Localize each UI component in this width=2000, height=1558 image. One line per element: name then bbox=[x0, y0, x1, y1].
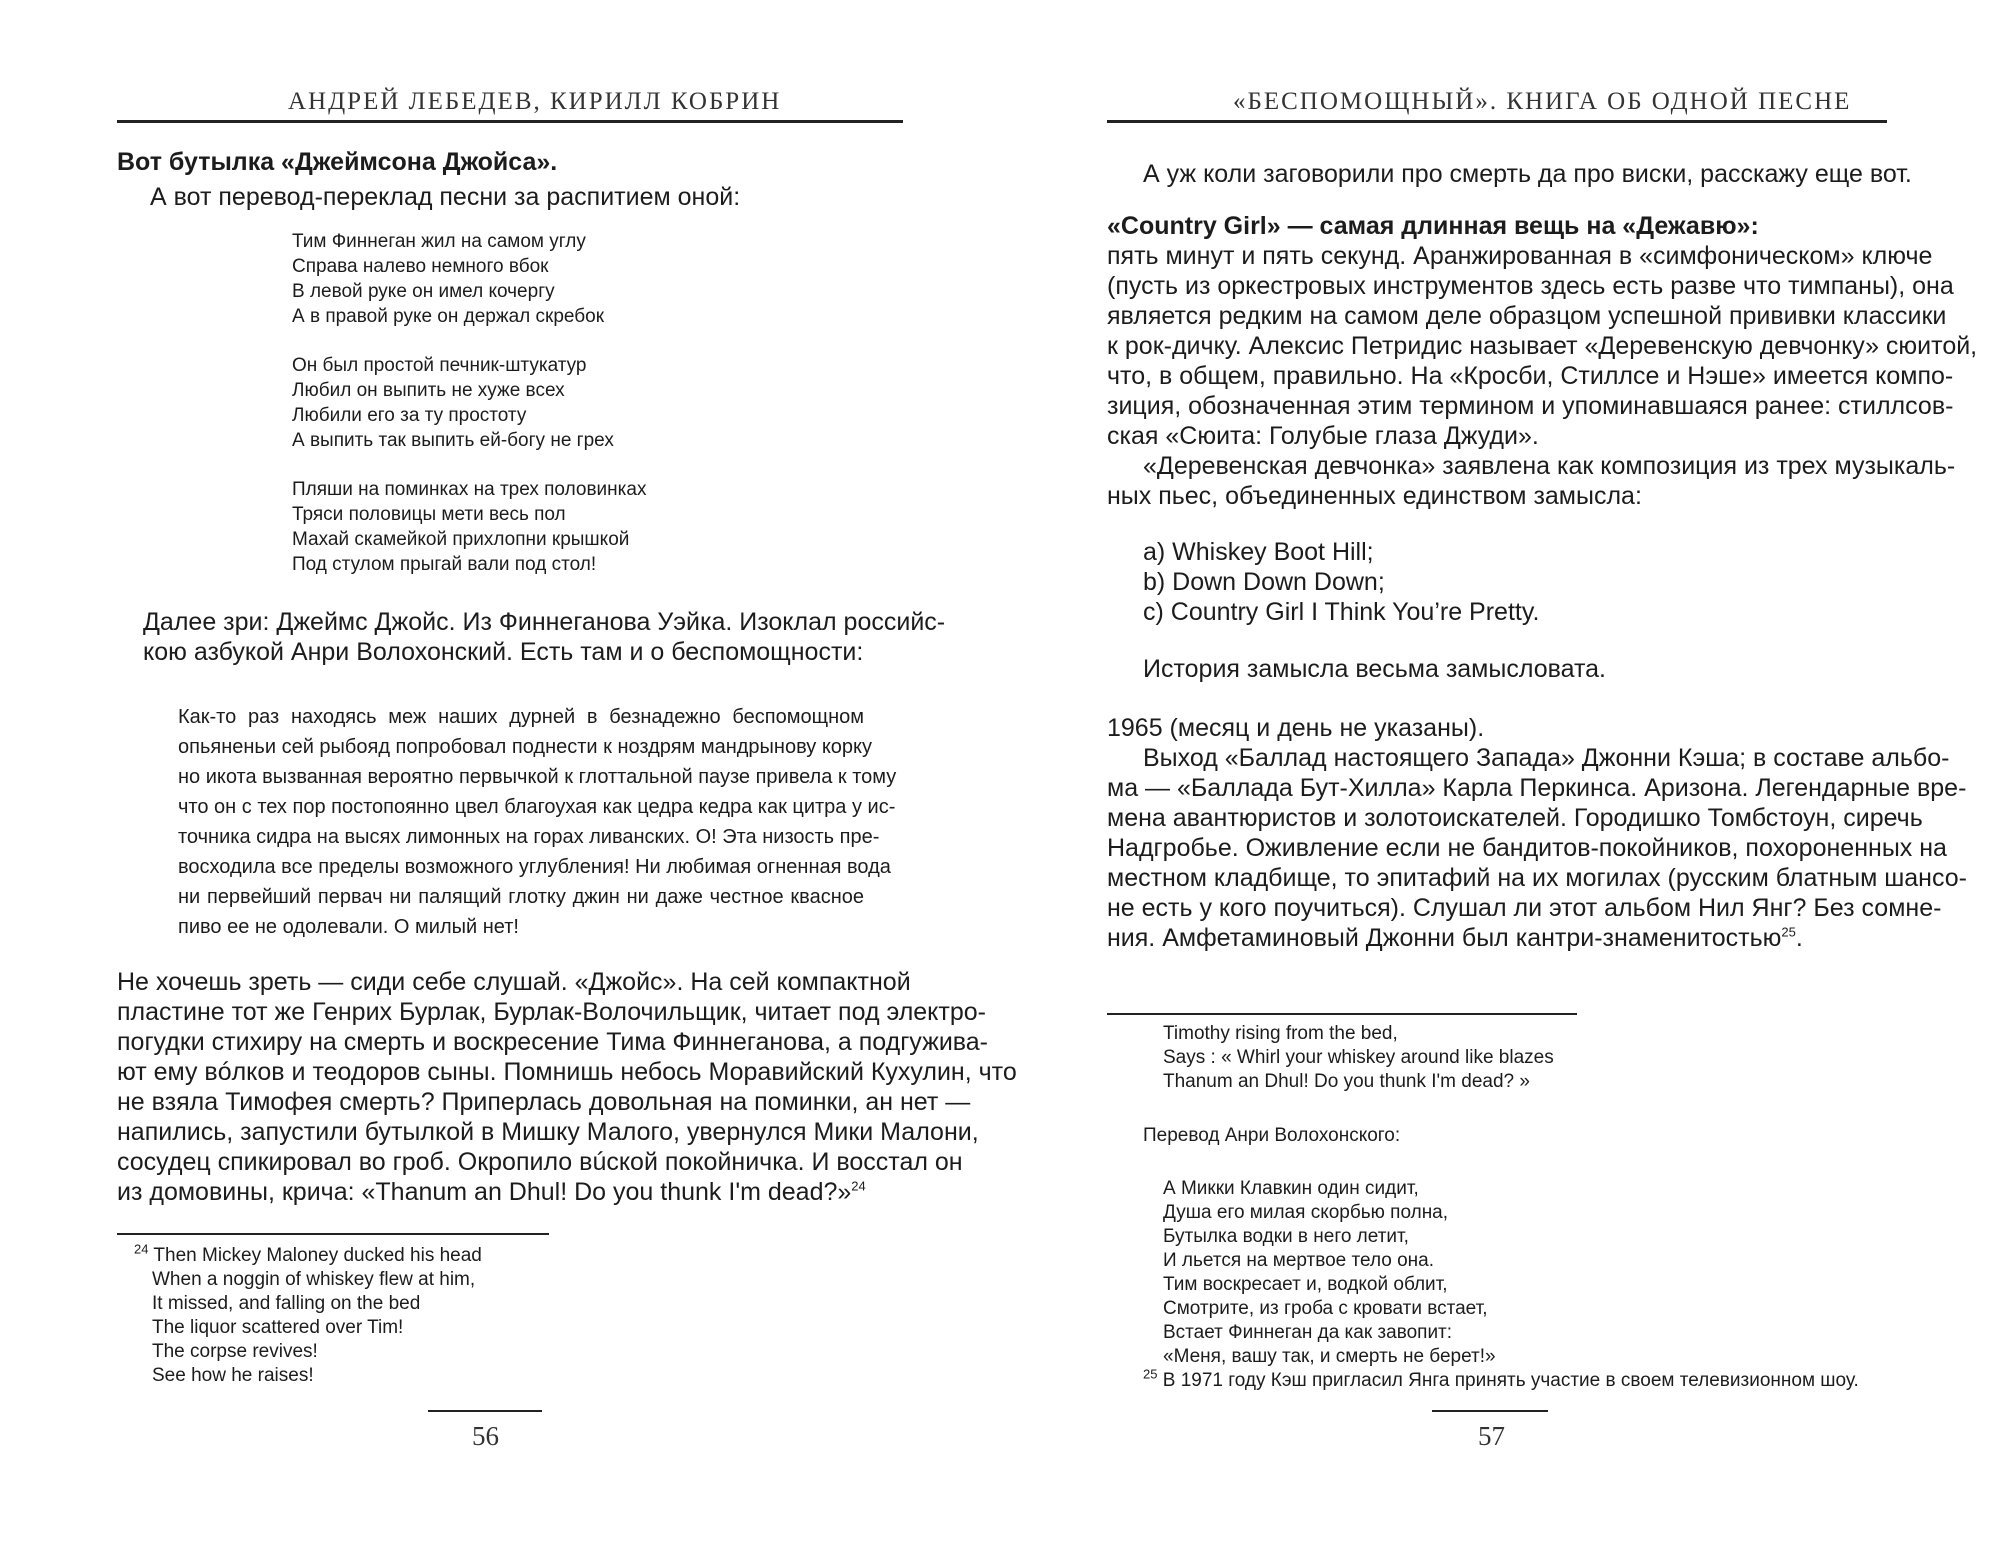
text-line: Выход «Баллад настоящего Запада» Джонни Кэша; в составе альбо- bbox=[1143, 744, 1950, 772]
quote-line: опьяненьи сей рыбояд попробовал поднести к ноздрям мандрынову корку bbox=[178, 736, 873, 758]
footnote-line: Then Mickey Maloney ducked his head bbox=[153, 1245, 482, 1266]
quote-line: точника сидра на высях лимонных на горах ливанских. О! Эта низость пре- bbox=[178, 826, 880, 848]
page-number-rule-left bbox=[428, 1410, 542, 1412]
footnote-rule-left bbox=[117, 1233, 549, 1235]
page-number-right: 57 bbox=[1478, 1421, 1505, 1451]
text-line: ют ему вóлков и теодоров сыны. Помнишь небось Моравийский Кухулин, что bbox=[117, 1058, 1017, 1086]
header-rule-right bbox=[1107, 120, 1887, 123]
paragraph-joyce-cd bbox=[117, 967, 1017, 1207]
page-number-left: 56 bbox=[472, 1421, 499, 1451]
footnote-line: When a noggin of whiskey flew at him, bbox=[152, 1269, 476, 1290]
text-line: является редким на самом деле образцом успешной прививки классики bbox=[1107, 302, 1947, 330]
text-line: (пусть из оркестровых инструментов здесь есть разве что тимпаны), она bbox=[1107, 272, 1954, 300]
text-line: ния. Амфетаминовый Джонни был кантри-знаменитостью$^{25}$. bbox=[1107, 924, 1803, 952]
poem-line: Любил он выпить не хуже всех bbox=[292, 380, 565, 401]
heading-bottle: Вот бутылка «Джеймсона Джойса». bbox=[117, 148, 558, 176]
footnote-line: The liquor scattered over Tim! bbox=[152, 1317, 404, 1338]
footnote-line: «Меня, вашу так, и смерть не берет!» bbox=[1163, 1346, 1496, 1367]
text-line: что, в общем, правильно. На «Кросби, Стиллсе и Нэше» имеется компо- bbox=[1107, 362, 1954, 390]
running-head-left: АНДРЕЙ ЛЕБЕДЕВ, КИРИЛЛ КОБРИН bbox=[288, 88, 782, 115]
paragraph-three-pieces bbox=[1107, 451, 1956, 511]
footnote-translator: Перевод Анри Волохонского: bbox=[1143, 1125, 1401, 1146]
paragraph-country-girl bbox=[1107, 241, 1978, 451]
footnote-line: Смотрите, из гроба с кровати встает, bbox=[1163, 1298, 1488, 1319]
poem-line: Тряси половицы мети весь пол bbox=[292, 504, 566, 525]
footnote-24 bbox=[134, 1241, 482, 1388]
quote-line: пиво ее не одолевали. О милый нет! bbox=[178, 916, 519, 938]
text-line: Надгробье. Оживление если не бандитов-покойников, похороненных на bbox=[1107, 834, 1947, 862]
text-line: ма — «Баллада Бут-Хилла» Карла Перкинса. Аризона. Легендарные вре- bbox=[1107, 774, 1967, 802]
text-line: пластине тот же Генрих Бурлак, Бурлак-Волочильщик, читает под электро- bbox=[117, 998, 986, 1026]
poem-line: Тим Финнеган жил на самом углу bbox=[292, 231, 586, 252]
footnote-line: И льется на мертвое тело она. bbox=[1163, 1250, 1435, 1271]
footnote-line: Тим воскресает и, водкой облит, bbox=[1163, 1274, 1448, 1295]
paragraph-history: История замысла весьма замысловата. bbox=[1143, 655, 1606, 683]
text-line: местном кладбище, то эпитафий на их могилах (русским блатным шансо- bbox=[1107, 864, 1967, 892]
poem-line: Махай скамейкой прихлопни крышкой bbox=[292, 529, 630, 550]
poem-line: А выпить так выпить ей-богу не грех bbox=[292, 430, 614, 451]
paragraph-cash bbox=[1107, 743, 1967, 953]
list-item: b) Down Down Down; bbox=[1143, 568, 1385, 596]
poem-line: Он был простой печник-штукатур bbox=[292, 355, 587, 376]
right-page bbox=[1000, 0, 2000, 1558]
footnote-ref-25[interactable]: 25 bbox=[1781, 924, 1796, 940]
list-item: а) Whiskey Boot Hill; bbox=[1143, 538, 1374, 566]
footnote-line: The corpse revives! bbox=[152, 1341, 318, 1362]
piece-list bbox=[1143, 537, 1539, 627]
text-line bbox=[117, 1177, 903, 1207]
text-line: ская «Сюита: Голубые глаза Джуди». bbox=[1107, 422, 1539, 450]
quote-line: восходила все пределы возможного углубления! Ни любимая огненная вода bbox=[178, 856, 891, 878]
text-line: «Деревенская девчонка» заявлена как композиция из трех музыкаль- bbox=[1143, 452, 1956, 480]
poem-line: Под стулом прыгай вали под стол! bbox=[292, 554, 597, 575]
poem-line: Любили его за ту простоту bbox=[292, 405, 527, 426]
footnote-line: Says : « Whirl your whiskey around like blazes bbox=[1163, 1047, 1554, 1068]
paragraph-finnegans bbox=[143, 607, 946, 667]
footnote-line: Бутылка водки в него летит, bbox=[1163, 1226, 1409, 1247]
text-line: не есть у кого поучиться). Слушал ли этот альбом Нил Янг? Без сомне- bbox=[1107, 894, 1942, 922]
footnote-line: Душа его милая скорбью полна, bbox=[1163, 1202, 1449, 1223]
text-line-last: из домовины, крича: «Thanum an Dhul! Do you thunk I'm dead?» bbox=[117, 1178, 852, 1206]
text-line: Далее зри: Джеймс Джойс. Из Финнеганова Уэйка. Изоклал российс- bbox=[143, 608, 946, 636]
text-line: напились, запустили бутылкой в Мишку Малого, увернулся Мики Малони, bbox=[117, 1118, 979, 1146]
footnote-text: В 1971 году Кэш пригласил Янга принять участие в своем телевизионном шоу. bbox=[1162, 1370, 1859, 1391]
footnote-rule-right bbox=[1107, 1013, 1577, 1015]
footnote-english bbox=[1163, 1022, 1554, 1094]
text-line: ных пьес, объединенных единством замысла: bbox=[1107, 482, 1642, 510]
text-line: сосудец спикировал во гроб. Окропило вúской покойничка. И восстал он bbox=[117, 1148, 963, 1176]
quote-line: что он с тех пор постопоянно цвел благоухая как цедра кедра как цитра у ис- bbox=[178, 796, 896, 818]
footnote-line: See how he raises! bbox=[152, 1365, 314, 1386]
running-head-right: «БЕСПОМОЩНЫЙ». КНИГА ОБ ОДНОЙ ПЕСНЕ bbox=[1233, 88, 1852, 115]
footnote-25 bbox=[1143, 1366, 1859, 1393]
list-item: c) Country Girl I Think You’re Pretty. bbox=[1143, 598, 1540, 626]
text-line: Не хочешь зреть — сиди себе слушай. «Джойс». На сей компактной bbox=[117, 968, 911, 996]
text-line: пять минут и пять секунд. Аранжированная в «симфоническом» ключе bbox=[1107, 242, 1933, 270]
heading-country-girl: «Country Girl» — самая длинная вещь на «Дежавю»: bbox=[1107, 212, 1759, 240]
page-number-rule-right bbox=[1432, 1410, 1548, 1412]
footnote-ref-24[interactable]: 24 bbox=[851, 1178, 866, 1194]
footnote-line: А Микки Клавкин один сидит, bbox=[1163, 1178, 1419, 1199]
paragraph-intro: А уж коли заговорили про смерть да про виски, расскажу еще вот. bbox=[1143, 160, 1912, 188]
quote-line: Как-то раз находясь меж наших дурней в безнадежно беспомощном bbox=[178, 706, 864, 728]
text-line: погудки стихиру на смерть и воскресение Тима Финнеганова, а подгужива- bbox=[117, 1028, 989, 1056]
text-line: не взяла Тимофея смерть? Приперлась довольная на поминки, ан нет — bbox=[117, 1088, 971, 1116]
footnote-line: Thanum an Dhul! Do you thunk I'm dead? » bbox=[1163, 1071, 1530, 1092]
footnote-number: 24 bbox=[134, 1241, 149, 1257]
text-line: кою азбукой Анри Волохонский. Есть там и о беспомощности: bbox=[143, 638, 864, 666]
text-line-last: ния. Амфетаминовый Джонни был кантри-знаменитостью bbox=[1107, 924, 1782, 952]
footnote-line: It missed, and falling on the bed bbox=[152, 1293, 421, 1314]
poem-line: В левой руке он имел кочергу bbox=[292, 281, 555, 302]
header-rule-left bbox=[117, 120, 903, 123]
text-line: зиция, обозначенная этим термином и упоминавшаяся ранее: стиллсов- bbox=[1107, 392, 1954, 420]
poem-line: Пляши на поминках на трех половинках bbox=[292, 479, 647, 500]
text-line: мена авантюристов и золотоискателей. Городишко Томбстоун, сиречь bbox=[1107, 804, 1923, 832]
date-line: 1965 (месяц и день не указаны). bbox=[1107, 714, 1485, 742]
poem-line: Справа налево немного вбок bbox=[292, 256, 549, 277]
footnote-russian bbox=[1163, 1177, 1496, 1369]
quote-line: ни первейший первач ни палящий глотку джин ни даже честное квасное bbox=[178, 886, 864, 908]
text-line: к рок-дичку. Алексис Петридис называет «Деревенскую девчонку» сюитой, bbox=[1107, 332, 1978, 360]
quote-line: но икота вызванная вероятно первычкой к глоттальной паузе привела к тому bbox=[178, 766, 897, 788]
quote-block bbox=[178, 702, 897, 942]
footnote-number: 25 bbox=[1143, 1366, 1158, 1382]
footnote-line: Timothy rising from the bed, bbox=[1163, 1023, 1398, 1044]
footnote-line: Встает Финнеган да как завопит: bbox=[1163, 1322, 1453, 1343]
intro-line: А вот перевод-переклад песни за распитием оной: bbox=[150, 183, 741, 211]
poem-line: А в правой руке он держал скребок bbox=[292, 306, 605, 327]
